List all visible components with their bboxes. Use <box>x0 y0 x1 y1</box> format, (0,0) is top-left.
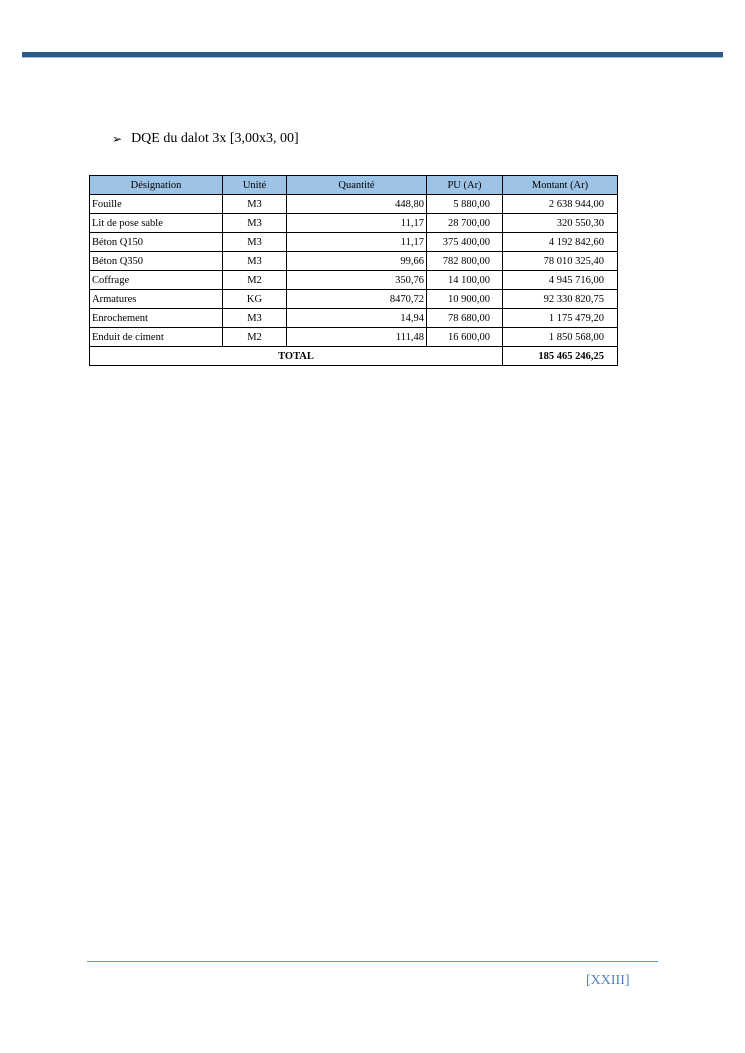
cell-pu: 16 600,00 <box>427 328 503 347</box>
header-montant: Montant (Ar) <box>503 176 618 195</box>
table-row <box>90 328 618 347</box>
cell-montant: 92 330 820,75 <box>503 290 618 309</box>
table-row <box>90 271 618 290</box>
page-number: [XXIII] <box>586 973 630 988</box>
cell-montant: 1 850 568,00 <box>503 328 618 347</box>
header-unite: Unité <box>223 176 287 195</box>
cell-designation: Enduit de ciment <box>90 328 223 347</box>
cell-designation: Fouille <box>90 195 223 214</box>
table-row <box>90 195 618 214</box>
total-row <box>90 347 618 366</box>
cell-unite: M2 <box>223 271 287 290</box>
cell-pu: 28 700,00 <box>427 214 503 233</box>
cell-unite: M3 <box>223 252 287 271</box>
cell-designation: Béton Q150 <box>90 233 223 252</box>
cell-quantite: 350,76 <box>287 271 427 290</box>
cell-pu: 375 400,00 <box>427 233 503 252</box>
cell-montant: 4 192 842,60 <box>503 233 618 252</box>
table-row <box>90 214 618 233</box>
cell-montant: 320 550,30 <box>503 214 618 233</box>
cell-montant: 1 175 479,20 <box>503 309 618 328</box>
table-row <box>90 290 618 309</box>
section-heading <box>112 131 299 147</box>
cell-montant: 78 010 325,40 <box>503 252 618 271</box>
cell-quantite: 99,66 <box>287 252 427 271</box>
header-pu: PU (Ar) <box>427 176 503 195</box>
header-quantite: Quantité <box>287 176 427 195</box>
cell-designation: Coffrage <box>90 271 223 290</box>
cell-montant: 2 638 944,00 <box>503 195 618 214</box>
cell-pu: 5 880,00 <box>427 195 503 214</box>
table-row <box>90 252 618 271</box>
cell-quantite: 111,48 <box>287 328 427 347</box>
table-row <box>90 309 618 328</box>
table-row <box>90 233 618 252</box>
total-label: TOTAL <box>90 347 503 366</box>
table-header-row <box>90 176 618 195</box>
section-heading-text: DQE du dalot 3x [3,00x3, 00] <box>131 131 299 146</box>
cell-unite: M3 <box>223 309 287 328</box>
cell-montant: 4 945 716,00 <box>503 271 618 290</box>
cell-quantite: 11,17 <box>287 214 427 233</box>
arrow-bullet-icon: ➢ <box>112 131 123 146</box>
dqe-table <box>89 175 618 366</box>
cell-designation: Béton Q350 <box>90 252 223 271</box>
cell-unite: M3 <box>223 195 287 214</box>
cell-designation: Enrochement <box>90 309 223 328</box>
cell-unite: M3 <box>223 214 287 233</box>
cell-pu: 782 800,00 <box>427 252 503 271</box>
cell-quantite: 448,80 <box>287 195 427 214</box>
footer-rule <box>87 961 658 962</box>
cell-unite: M3 <box>223 233 287 252</box>
cell-quantite: 14,94 <box>287 309 427 328</box>
cell-designation: Lit de pose sable <box>90 214 223 233</box>
cell-quantite: 11,17 <box>287 233 427 252</box>
cell-unite: KG <box>223 290 287 309</box>
cell-quantite: 8470,72 <box>287 290 427 309</box>
cell-designation: Armatures <box>90 290 223 309</box>
total-value: 185 465 246,25 <box>503 347 618 366</box>
cell-pu: 78 680,00 <box>427 309 503 328</box>
cell-unite: M2 <box>223 328 287 347</box>
top-rule <box>22 52 723 58</box>
header-designation: Désignation <box>90 176 223 195</box>
cell-pu: 14 100,00 <box>427 271 503 290</box>
cell-pu: 10 900,00 <box>427 290 503 309</box>
